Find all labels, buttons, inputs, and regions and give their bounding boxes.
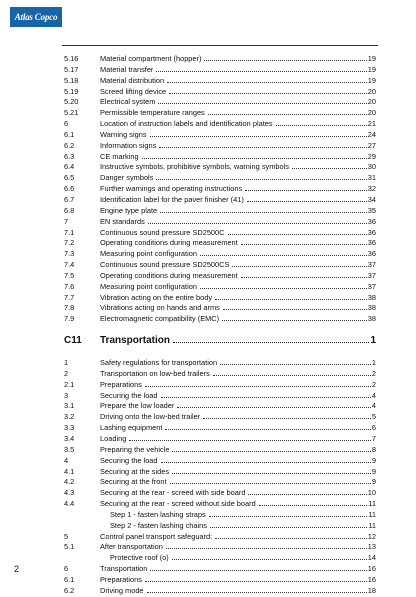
entry-page: 10	[367, 488, 376, 498]
dot-leader	[173, 341, 369, 343]
entry-number: 6	[64, 564, 69, 574]
entry-page: 5	[371, 412, 376, 422]
entry-title: Driving mode	[100, 585, 144, 595]
entry-page: 19	[367, 54, 376, 63]
page-number: 2	[14, 564, 20, 574]
toc-entry[interactable]	[64, 303, 376, 314]
entry-title: Location of instruction labels and identification plates	[100, 119, 273, 129]
entry-page: 29	[367, 151, 376, 161]
toc-entry[interactable]	[64, 510, 376, 521]
dot-leader	[200, 287, 367, 289]
chapter-heading[interactable]	[64, 335, 376, 347]
entry-number: 3	[64, 390, 69, 400]
entry-number: 4.4	[64, 499, 75, 509]
entry-number: 4	[64, 455, 69, 465]
entry-title: Warning signs	[100, 129, 147, 139]
toc-entry[interactable]	[64, 586, 376, 597]
dot-leader	[172, 450, 370, 452]
entry-title: Lashing equipment	[100, 423, 163, 433]
chapter-number: C11	[64, 335, 82, 347]
entry-title: Driving onto the low-bed trailer	[100, 412, 201, 422]
entry-title: Transportation on low-bed trailers	[100, 368, 210, 378]
entry-number: 6	[64, 119, 69, 129]
dot-leader	[292, 167, 367, 169]
toc-entry[interactable]	[64, 87, 376, 98]
dot-leader	[208, 113, 367, 115]
dot-leader	[161, 461, 371, 463]
dot-leader	[248, 493, 366, 495]
dot-leader	[145, 385, 371, 387]
toc-entry[interactable]	[64, 369, 376, 380]
dot-leader	[259, 504, 368, 506]
dot-leader	[204, 59, 366, 61]
entry-page: 20	[367, 108, 376, 118]
entry-page: 14	[367, 553, 376, 563]
entry-page: 4	[371, 390, 376, 400]
entry-number: 7.8	[64, 303, 75, 313]
entry-number: 6.1	[64, 129, 75, 139]
dot-leader	[129, 439, 371, 441]
entry-title: Transportation	[100, 564, 148, 574]
entry-title: Further warnings and operating instructions	[100, 184, 243, 194]
toc-entry[interactable]	[64, 293, 376, 304]
entry-title: Preparing the vehicle	[100, 444, 170, 454]
dot-leader	[210, 526, 367, 528]
chapter-title: Transportation	[100, 335, 171, 347]
entry-number: 5	[64, 531, 69, 541]
entry-page: 11	[368, 509, 376, 519]
entry-number: 6.3	[64, 151, 75, 161]
entry-page: 9	[371, 455, 376, 465]
entry-number: 7.7	[64, 292, 75, 302]
toc-entry[interactable]	[64, 575, 376, 586]
dot-leader	[161, 396, 371, 398]
toc-entry[interactable]	[64, 173, 376, 184]
dot-leader	[147, 591, 367, 593]
entry-page: 24	[367, 129, 376, 139]
entry-number: 6.2	[64, 140, 75, 150]
dot-leader	[215, 298, 367, 300]
entry-page: 11	[368, 499, 376, 509]
toc-entry[interactable]	[64, 108, 376, 119]
entry-title: Screed lifting device	[100, 86, 167, 96]
entry-number: 6.5	[64, 173, 75, 183]
entry-title: Protective roof (o)	[110, 553, 169, 563]
entry-title: Loading	[100, 434, 127, 443]
dot-leader	[241, 243, 367, 245]
toc-entry[interactable]	[64, 445, 376, 456]
entry-number: 3.2	[64, 412, 75, 422]
entry-title: Permissible temperature ranges	[100, 108, 205, 118]
entry-title: Vibrations acting on hands and arms	[100, 303, 220, 313]
entry-page: 36	[367, 216, 376, 226]
dot-leader	[170, 482, 371, 484]
entry-page: 1	[371, 358, 376, 368]
toc-entry[interactable]	[64, 152, 376, 163]
toc-entry[interactable]	[64, 314, 376, 325]
toc-entry[interactable]	[64, 499, 376, 510]
entry-title: Securing the load	[100, 390, 158, 400]
entry-title: Prepare the low loader	[100, 401, 175, 411]
entry-title: CE marking	[100, 151, 139, 161]
toc-entry[interactable]	[64, 195, 376, 206]
dot-leader	[166, 547, 367, 549]
entry-number: 5.16	[64, 54, 79, 63]
entry-page: 38	[367, 292, 376, 302]
entry-page: 12	[367, 531, 376, 541]
dot-leader	[241, 276, 367, 278]
entry-title: Instructive symbols, prohibitive symbols, warning symbols	[100, 162, 289, 172]
dot-leader	[200, 254, 367, 256]
entry-title: Danger symbols	[100, 173, 154, 183]
entry-number: 2	[64, 368, 69, 378]
entry-number: 7.4	[64, 260, 75, 270]
dot-leader	[177, 406, 371, 408]
dot-leader	[150, 569, 366, 571]
entry-title: Measuring point configuration	[100, 281, 197, 291]
entry-title: Information signs	[100, 140, 157, 150]
entry-page: 30	[367, 162, 376, 172]
header-rule	[62, 45, 378, 46]
entry-title: Material compartment (hopper)	[100, 54, 202, 63]
atlas-copco-logo: Atlas Copco	[10, 7, 62, 27]
table-of-contents	[64, 54, 376, 597]
dot-leader	[215, 537, 367, 539]
dot-leader	[158, 102, 366, 104]
dot-leader	[145, 580, 367, 582]
dot-leader	[156, 178, 366, 180]
toc-entry[interactable]	[64, 217, 376, 228]
dot-leader	[209, 515, 368, 517]
dot-leader	[169, 92, 367, 94]
entry-number: 4.2	[64, 477, 75, 487]
toc-entry[interactable]	[64, 130, 376, 141]
entry-page: 19	[367, 75, 376, 85]
entry-title: Preparations	[100, 379, 142, 389]
dot-leader	[228, 233, 367, 235]
toc-entry[interactable]	[64, 391, 376, 402]
dot-leader	[167, 81, 367, 83]
dot-leader	[203, 417, 371, 419]
entry-page: 34	[367, 194, 376, 204]
dot-leader	[160, 211, 367, 213]
toc-entry[interactable]	[64, 477, 376, 488]
toc-entry[interactable]	[64, 249, 376, 260]
entry-title: Operating conditions during measurement	[100, 238, 238, 248]
entry-title: Securing at the rear - screed with side board	[100, 488, 246, 498]
dot-leader	[159, 146, 366, 148]
toc-section-after	[64, 358, 376, 597]
entry-number: 5.19	[64, 86, 79, 96]
entry-number: 5.20	[64, 97, 79, 107]
entry-title: Operating conditions during measurement	[100, 270, 238, 280]
dot-leader	[276, 124, 367, 126]
entry-number: 7.1	[64, 227, 75, 237]
toc-entry[interactable]	[64, 532, 376, 543]
entry-number: 3.4	[64, 434, 75, 443]
dot-leader	[222, 319, 367, 321]
toc-entry[interactable]	[64, 521, 376, 532]
entry-title: Control panel transport safeguard:	[100, 531, 213, 541]
entry-page: 9	[371, 477, 376, 487]
entry-page: 37	[367, 260, 376, 270]
entry-page: 9	[371, 466, 376, 476]
entry-title: Engine type plate	[100, 205, 158, 215]
toc-entry[interactable]	[64, 260, 376, 271]
toc-entry[interactable]	[64, 564, 376, 575]
dot-leader	[150, 135, 367, 137]
chapter-page: 1	[370, 335, 376, 347]
entry-page: 16	[367, 574, 376, 584]
entry-page: 35	[367, 205, 376, 215]
entry-number: 7.3	[64, 249, 75, 259]
dot-leader	[220, 363, 371, 365]
entry-title: Securing at the front	[100, 477, 167, 487]
toc-entry[interactable]	[64, 119, 376, 130]
entry-page: 13	[367, 542, 376, 552]
entry-page: 32	[367, 184, 376, 194]
entry-page: 7	[371, 434, 376, 443]
dot-leader	[223, 308, 367, 310]
toc-entry[interactable]	[64, 401, 376, 412]
toc-entry[interactable]	[64, 206, 376, 217]
entry-number: 5.21	[64, 108, 79, 118]
dot-leader	[165, 428, 370, 430]
entry-title: Electrical system	[100, 97, 156, 107]
toc-entry[interactable]	[64, 54, 376, 65]
dot-leader	[142, 157, 367, 159]
entry-title: Securing at the rear - screed without side board	[100, 499, 256, 509]
entry-page: 36	[367, 238, 376, 248]
entry-title: EN standards	[100, 216, 145, 226]
entry-number: 6.8	[64, 205, 75, 215]
entry-number: 7	[64, 216, 69, 226]
entry-page: 36	[367, 249, 376, 259]
dot-leader	[172, 558, 367, 560]
entry-number: 2.1	[64, 379, 75, 389]
toc-entry[interactable]	[64, 282, 376, 293]
entry-title: Continuous sound pressure SD2500CS	[100, 260, 230, 270]
toc-entry[interactable]	[64, 358, 376, 369]
entry-title: Preparations	[100, 574, 142, 584]
entry-title: After transportation	[100, 542, 163, 552]
entry-page: 4	[371, 401, 376, 411]
entry-title: Electromagnetic compatibility (EMC)	[100, 314, 220, 324]
entry-page: 36	[367, 227, 376, 237]
entry-page: 21	[367, 119, 376, 129]
dot-leader	[148, 222, 367, 224]
entry-title: Material transfer	[100, 64, 154, 74]
toc-entry[interactable]	[64, 467, 376, 478]
entry-page: 8	[371, 444, 376, 454]
entry-number: 5.18	[64, 75, 79, 85]
toc-entry[interactable]	[64, 162, 376, 173]
toc-entry[interactable]	[64, 553, 376, 564]
toc-entry[interactable]	[64, 141, 376, 152]
toc-entry[interactable]	[64, 184, 376, 195]
toc-entry[interactable]	[64, 456, 376, 467]
entry-number: 3.1	[64, 401, 75, 411]
entry-number: 7.2	[64, 238, 75, 248]
entry-page: 37	[367, 281, 376, 291]
toc-section-before	[64, 54, 376, 325]
entry-number: 6.6	[64, 184, 75, 194]
toc-entry[interactable]	[64, 380, 376, 391]
entry-page: 37	[367, 270, 376, 280]
entry-number: 4.1	[64, 466, 75, 476]
entry-number: 5.1	[64, 542, 75, 552]
entry-number: 5.17	[64, 64, 79, 74]
toc-entry[interactable]	[64, 97, 376, 108]
entry-title: Step 1 - fasten lashing straps	[110, 509, 206, 519]
entry-number: 7.9	[64, 314, 75, 324]
entry-title: Measuring point configuration	[100, 249, 197, 259]
entry-page: 6	[371, 423, 376, 433]
toc-entry[interactable]	[64, 434, 376, 445]
entry-title: Step 2 - fasten lashing chains	[110, 520, 207, 530]
toc-entry[interactable]	[64, 76, 376, 87]
dot-leader	[213, 374, 371, 376]
toc-entry[interactable]	[64, 423, 376, 434]
entry-page: 27	[367, 140, 376, 150]
entry-page: 16	[367, 564, 376, 574]
entry-page: 11	[368, 520, 376, 530]
entry-page: 31	[367, 173, 376, 183]
dot-leader	[172, 472, 371, 474]
entry-title: Material distribution	[100, 75, 165, 85]
toc-entry[interactable]	[64, 488, 376, 499]
entry-number: 6.7	[64, 194, 75, 204]
entry-title: Vibration acting on the entire body	[100, 292, 213, 302]
dot-leader	[247, 200, 367, 202]
dot-leader	[156, 70, 366, 72]
toc-entry[interactable]	[64, 542, 376, 553]
entry-number: 7.6	[64, 281, 75, 291]
entry-title: Securing the load	[100, 455, 158, 465]
toc-entry[interactable]	[64, 238, 376, 249]
entry-page: 18	[367, 585, 376, 595]
entry-number: 3.3	[64, 423, 75, 433]
entry-page: 19	[367, 64, 376, 74]
dot-leader	[245, 189, 367, 191]
entry-number: 3.5	[64, 444, 75, 454]
entry-title: Identification label for the paver finisher (41)	[100, 194, 244, 204]
entry-page: 2	[371, 368, 376, 378]
entry-number: 4.3	[64, 488, 75, 498]
entry-title: Safety regulations for transportation	[100, 358, 218, 368]
toc-entry[interactable]	[64, 228, 376, 239]
entry-page: 20	[367, 86, 376, 96]
entry-page: 38	[367, 314, 376, 324]
dot-leader	[232, 265, 366, 267]
entry-number: 1	[64, 358, 69, 368]
toc-entry[interactable]	[64, 271, 376, 282]
entry-number: 6.2	[64, 585, 75, 595]
entry-page: 38	[367, 303, 376, 313]
entry-number: 6.1	[64, 574, 75, 584]
toc-entry[interactable]	[64, 65, 376, 76]
entry-number: 7.5	[64, 270, 75, 280]
toc-entry[interactable]	[64, 412, 376, 423]
entry-page: 20	[367, 97, 376, 107]
entry-title: Securing at the sides	[100, 466, 170, 476]
entry-title: Continuous sound pressure SD2500C	[100, 227, 225, 237]
entry-number: 6.4	[64, 162, 75, 172]
entry-page: 2	[371, 379, 376, 389]
